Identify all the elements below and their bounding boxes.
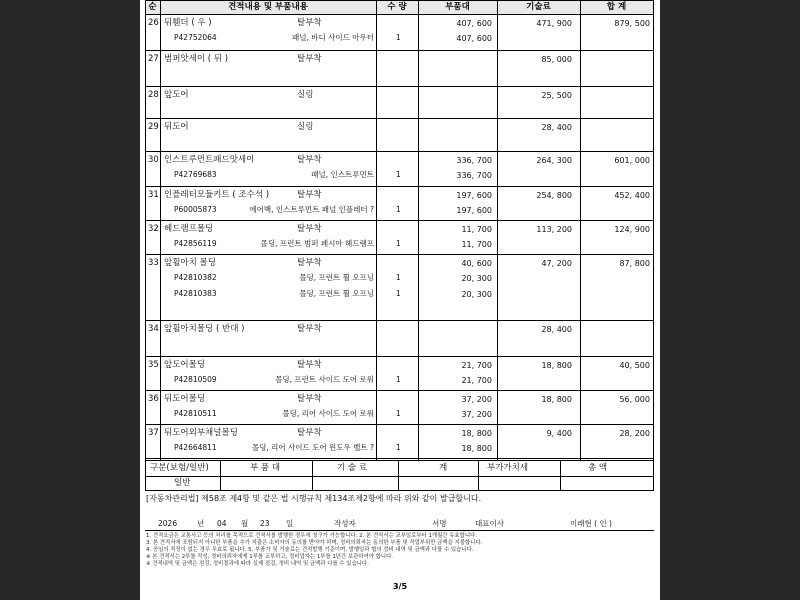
row-border <box>145 186 654 187</box>
row-no: 36 <box>148 394 159 404</box>
row-part-qty: 1 <box>396 289 401 298</box>
row-item-name: 앞도어몰딩 <box>164 360 206 370</box>
note-line: ※ 본 견적서는 2부를 작성, 정비의뢰자에게 1부를 교부하고, 정비업자는 1부를 1년간 보관하여야 합니다. <box>146 554 394 560</box>
row-part-code: P42810509 <box>174 375 217 384</box>
header-item: 견적내용 및 부품내용 <box>228 2 308 12</box>
row-part-desc: 패널, 인스트루먼트 <box>311 170 374 179</box>
row-part-price: 20, 300 <box>461 290 492 299</box>
row-labor: 254, 800 <box>536 191 572 200</box>
row-total: 87, 800 <box>619 259 650 268</box>
row-part-price: 11, 700 <box>461 240 492 249</box>
writer-label: 작성자 <box>334 519 356 528</box>
row-labor: 9, 400 <box>546 429 572 438</box>
row-part-price: 21, 700 <box>461 376 492 385</box>
row-item-name: 뒤휀더 ( 우 ) <box>164 18 212 28</box>
row-no: 26 <box>148 18 159 28</box>
row-part-desc: 몰딩, 리어 사이드 도어 로워 <box>282 409 374 418</box>
row-part-qty: 1 <box>396 33 401 42</box>
summary-grand-label: 총 액 <box>588 463 608 473</box>
legal-statement: [자동차관리법] 제58조 제4항 및 같은 법 시행규칙 제134조제2항에 따라 위와 같이 발급합니다. <box>146 494 482 503</box>
row-total: 40, 500 <box>619 361 650 370</box>
issue-month: 04 <box>217 519 227 528</box>
header-qty: 수 량 <box>387 2 407 12</box>
row-border <box>145 356 654 357</box>
row-work-type: 탈부착 <box>297 258 322 268</box>
row-part-code: P42810383 <box>174 289 217 298</box>
summary-column-line <box>398 460 399 490</box>
row-part-desc: 몰딩, 프런트 휠 오프닝 <box>299 273 374 282</box>
row-item-name: 뒤도어몰딩 <box>164 394 206 404</box>
row-no: 37 <box>148 428 159 438</box>
row-part-price: 37, 200 <box>461 410 492 419</box>
table-bottom-border <box>145 458 654 459</box>
row-labor: 18, 800 <box>541 395 572 404</box>
row-parts-total: 21, 700 <box>461 361 492 370</box>
issue-day-unit: 일 <box>286 519 294 528</box>
row-part-desc: 몰딩, 프런트 범퍼 페시아 헤드램프 <box>260 239 374 248</box>
summary-column-line <box>220 460 221 490</box>
row-parts-total: 197, 600 <box>456 191 492 200</box>
row-part-price: 20, 300 <box>461 274 492 283</box>
column-line <box>653 0 654 460</box>
row-part-desc: 패널, 바디 사이드 아우터 <box>292 33 374 42</box>
column-line <box>580 0 581 460</box>
issue-year-unit: 년 <box>197 519 205 528</box>
row-work-type: 탈부착 <box>297 190 322 200</box>
row-item-name: 인스트루먼트패드앗세이 <box>164 155 255 165</box>
row-labor: 264, 300 <box>536 156 572 165</box>
row-work-type: 탈부착 <box>297 394 322 404</box>
row-part-qty: 1 <box>396 443 401 452</box>
row-total: 28, 200 <box>619 429 650 438</box>
row-part-code: P42769683 <box>174 170 217 179</box>
summary-column-line <box>560 460 561 490</box>
row-parts-total: 407, 600 <box>456 19 492 28</box>
row-no: 28 <box>148 90 159 100</box>
summary-parts-label: 부 품 대 <box>250 463 281 473</box>
row-part-code: P42752064 <box>174 33 217 42</box>
notes-divider <box>145 530 654 531</box>
row-part-qty: 1 <box>396 273 401 282</box>
note-line: 3. 본 견적서에 포함되지 아니한 부품을 추가 지출은 소비자의 동의를 받아야 하며, 정비의뢰자는 동의한 부품 및 작업부위만 금액을 지불합니다. <box>146 540 483 546</box>
row-total: 879, 500 <box>614 19 650 28</box>
summary-type-label: 구분(보험/일반) <box>150 463 209 473</box>
row-part-desc: 몰딩, 리어 사이드 도어 윈도우 벨트 ? <box>251 443 374 452</box>
header-no: 순 <box>148 2 157 12</box>
row-parts-total: 40, 600 <box>461 259 492 268</box>
row-item-name: 뒤도어외부채널몰딩 <box>164 428 238 438</box>
row-work-type: 실링 <box>297 90 314 100</box>
row-no: 29 <box>148 122 159 132</box>
row-labor: 47, 200 <box>541 259 572 268</box>
row-part-code: P60005873 <box>174 205 217 214</box>
row-labor: 18, 800 <box>541 361 572 370</box>
row-total: 601, 000 <box>614 156 650 165</box>
row-parts-total: 336, 700 <box>456 156 492 165</box>
row-labor: 471, 900 <box>536 19 572 28</box>
row-border <box>145 254 654 255</box>
column-line <box>376 0 377 460</box>
row-item-name: 앞휠아치몰딩 ( 반대 ) <box>164 324 245 334</box>
row-part-code: P42810511 <box>174 409 217 418</box>
row-part-price: 407, 600 <box>456 34 492 43</box>
row-item-name: 헤드램프몰딩 <box>164 224 214 234</box>
row-part-code: P42664811 <box>174 443 217 452</box>
row-work-type: 탈부착 <box>297 224 322 234</box>
row-border <box>145 390 654 391</box>
row-no: 35 <box>148 360 159 370</box>
row-part-price: 336, 700 <box>456 171 492 180</box>
row-part-code: P42810382 <box>174 273 217 282</box>
row-work-type: 탈부착 <box>297 360 322 370</box>
column-line <box>160 0 161 460</box>
row-border <box>145 151 654 152</box>
row-item-name: 앞휠아치 몰딩 <box>164 258 216 268</box>
row-item-name: 앞도어 <box>164 90 189 100</box>
row-border <box>145 118 654 119</box>
row-no: 34 <box>148 324 159 334</box>
row-border <box>145 86 654 87</box>
summary-subtotal-label: 계 <box>439 463 448 473</box>
row-part-desc: 몰딩, 프런트 사이드 도어 로워 <box>275 375 374 384</box>
representative-name: 이래현 ( 인 ) <box>570 519 612 528</box>
row-part-qty: 1 <box>396 239 401 248</box>
row-total: 124, 900 <box>614 225 650 234</box>
row-part-qty: 1 <box>396 409 401 418</box>
column-line <box>497 0 498 460</box>
header-total: 합 계 <box>606 2 627 12</box>
summary-top-border <box>145 460 654 461</box>
row-work-type: 실링 <box>297 122 314 132</box>
row-part-code: P42856119 <box>174 239 217 248</box>
row-no: 30 <box>148 155 159 165</box>
summary-column-line <box>145 460 146 490</box>
row-no: 27 <box>148 54 159 64</box>
summary-mid-border <box>145 476 654 477</box>
row-no: 32 <box>148 224 159 234</box>
summary-vat-label: 부가가치세 <box>487 463 529 473</box>
row-work-type: 탈부착 <box>297 324 322 334</box>
summary-labor-label: 기 술 료 <box>337 463 368 473</box>
row-part-desc: 몰딩, 프런트 휠 오프닝 <box>299 289 374 298</box>
row-part-qty: 1 <box>396 205 401 214</box>
row-no: 33 <box>148 258 159 268</box>
estimate-sheet <box>140 0 660 600</box>
row-total: 452, 400 <box>614 191 650 200</box>
row-part-qty: 1 <box>396 170 401 179</box>
row-border <box>145 50 654 51</box>
row-border <box>145 220 654 221</box>
issue-month-unit: 월 <box>241 519 249 528</box>
row-labor: 113, 200 <box>536 225 572 234</box>
row-border <box>145 424 654 425</box>
row-part-desc: 에어백, 인스트루먼트 패널 인플레터 ? <box>249 205 374 214</box>
row-no: 31 <box>148 190 159 200</box>
header-parts: 부품대 <box>445 2 470 12</box>
header-labor: 기술료 <box>526 2 551 12</box>
representative-label: 대표이사 <box>475 519 504 528</box>
row-labor: 28, 400 <box>541 123 572 132</box>
signature-label: 서명 <box>432 519 447 528</box>
summary-bottom-border <box>145 490 654 491</box>
summary-type-value: 일반 <box>174 478 191 488</box>
row-parts-total: 11, 700 <box>461 225 492 234</box>
row-labor: 25, 500 <box>541 91 572 100</box>
row-labor: 85, 000 <box>541 55 572 64</box>
summary-column-line <box>478 460 479 490</box>
row-work-type: 탈부착 <box>297 18 322 28</box>
note-line: 1. 견적요금은 교통사고 등의 처리를 목적으로 견적서를 발행한 경우에 청구가 가능합니다. 2. 본 견적서는 교부일로부터 1개월간 유효합니다. <box>146 533 477 539</box>
issue-year: 2026 <box>158 519 178 528</box>
row-total: 56, 000 <box>619 395 650 404</box>
row-work-type: 탈부착 <box>297 155 322 165</box>
row-part-price: 18, 800 <box>461 444 492 453</box>
issue-day: 23 <box>260 519 270 528</box>
row-work-type: 탈부착 <box>297 54 322 64</box>
row-labor: 28, 400 <box>541 325 572 334</box>
row-part-qty: 1 <box>396 375 401 384</box>
row-work-type: 탈부착 <box>297 428 322 438</box>
row-parts-total: 37, 200 <box>461 395 492 404</box>
row-parts-total: 18, 800 <box>461 429 492 438</box>
column-line <box>418 0 419 460</box>
row-item-name: 뒤도어 <box>164 122 189 132</box>
note-line: ※ 견적내역 및 금액은 점검, 정비결과에 따라 실제 점검, 정비 내역 및 금액과 다를 수 있습니다. <box>146 561 369 567</box>
summary-column-line <box>653 460 654 490</box>
row-part-price: 197, 600 <box>456 206 492 215</box>
row-item-name: 인플레터모듈키트 ( 조수석 ) <box>164 190 270 200</box>
page-number: 3/5 <box>392 582 408 591</box>
column-line <box>145 0 146 460</box>
summary-column-line <box>312 460 313 490</box>
note-line: 4. 공임의 적정이 없는 경우 무효로 됩니다. 5. 부품가 및 기술료는 견적발행 기준이며, 발행일과 협의 정비 내역 및 금액과 다를 수 있습니다. <box>146 547 474 553</box>
row-border <box>145 14 654 15</box>
row-border <box>145 320 654 321</box>
row-item-name: 범퍼앗세이 ( 뒤 ) <box>164 54 229 64</box>
